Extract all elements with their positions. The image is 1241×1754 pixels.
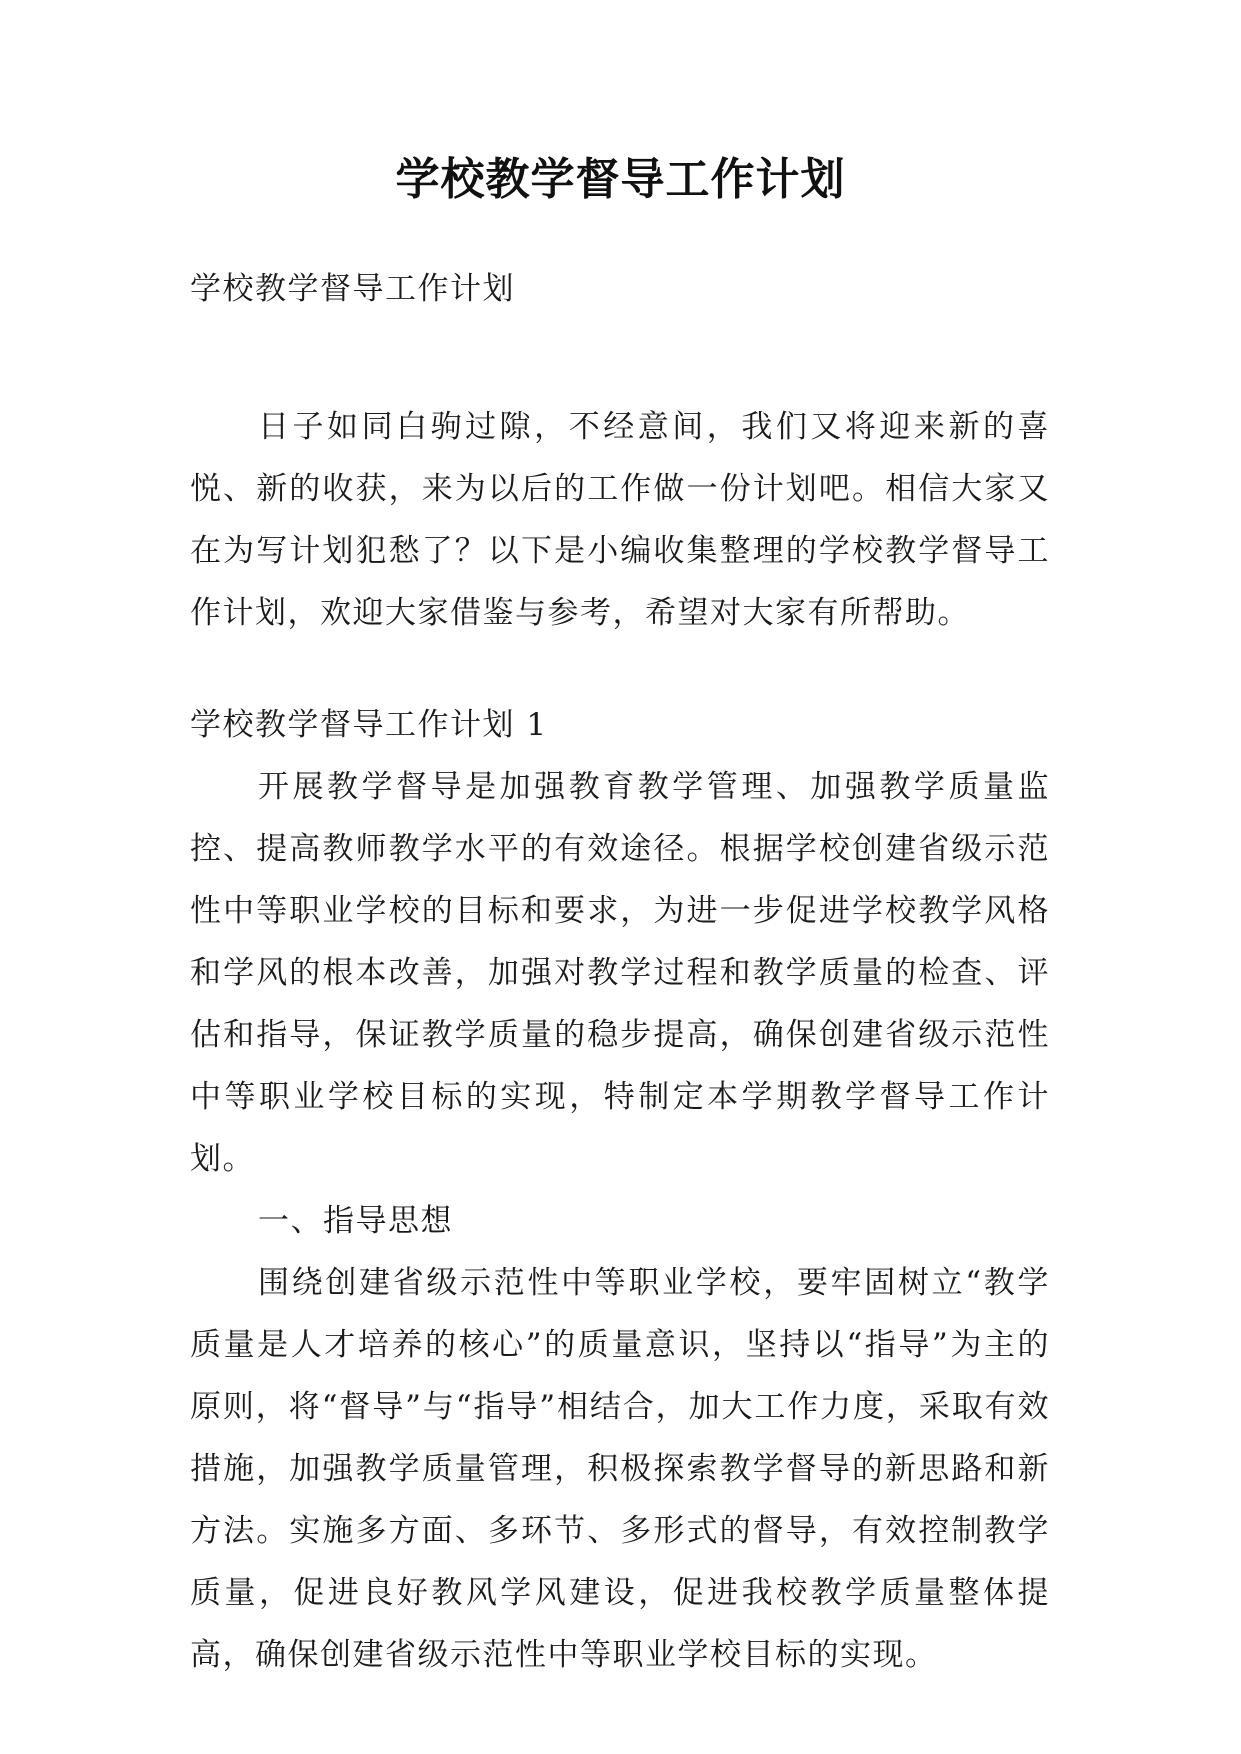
intro-paragraph: 日子如同白驹过隙，不经意间，我们又将迎来新的喜悦、新的收获，来为以后的工作做一份计划吧。相信大家又在为写计划犯愁了？以下是小编收集整理的学校教学督导工作计划，欢迎大家借鉴与参考，希望对大家有所帮助。 [190, 409, 1050, 631]
document-title: 学校教学督导工作计划 [395, 154, 846, 205]
section-body [190, 756, 1050, 1686]
section-title: 学校教学督导工作计划 1 [190, 707, 548, 743]
section-heading-guiding-thought: 一、指导思想 [258, 1203, 453, 1239]
section-paragraph-guiding-thought: 围绕创建省级示范性中等职业学校，要牢固树立“教学质量是人才培养的核心”的质量意识，坚持以“指导”为主的原则，将“督导”与“指导”相结合，加大工作力度，采取有效措施，加强教学质量管理，积极探索教学督导的新思路和新方法。实施多方面、多环节、多形式的督导，有效控制教学质量，促进良好教风学风建设，促进我校教学质量整体提高，确保创建省级示范性中等职业学校目标的实现。 [190, 1265, 1050, 1673]
section-paragraph-purpose: 开展教学督导是加强教育教学管理、加强教学质量监控、提高教师教学水平的有效途径。根据学校创建省级示范性中等职业学校的目标和要求，为进一步促进学校教学风格和学风的根本改善，加强对教学过程和教学质量的检查、评估和指导，保证教学质量的稳步提高，确保创建省级示范性中等职业学校目标的实现，特制定本学期教学督导工作计划。 [190, 769, 1050, 1177]
document-subtitle: 学校教学督导工作计划 [190, 271, 515, 307]
